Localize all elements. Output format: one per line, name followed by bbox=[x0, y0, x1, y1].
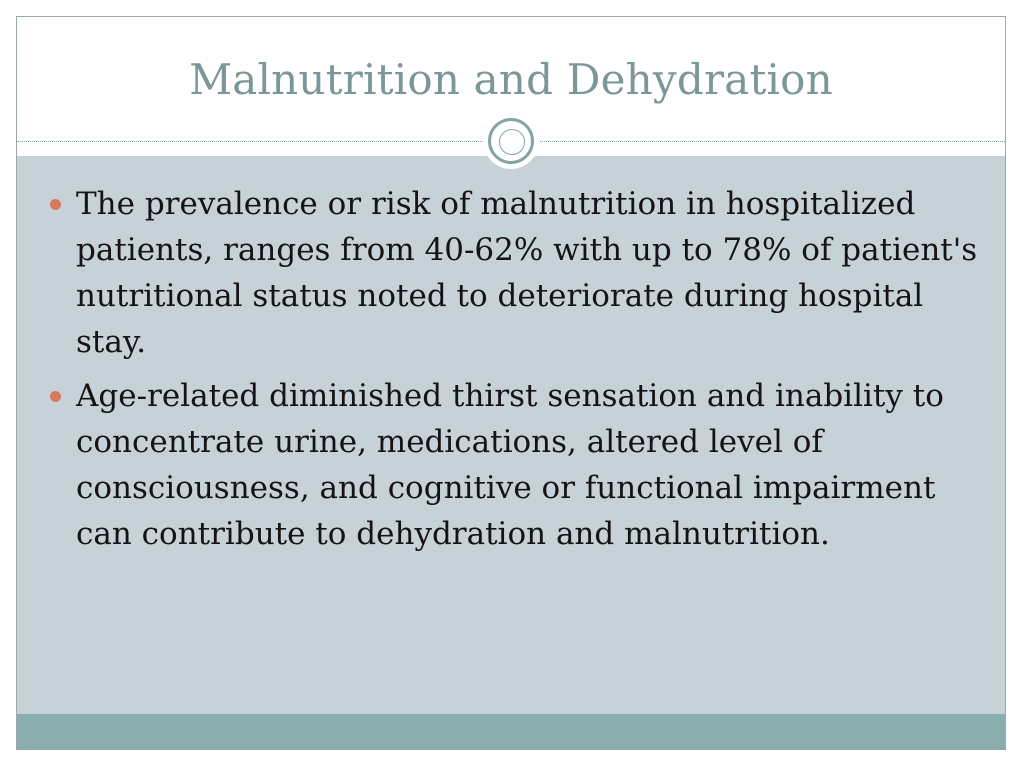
circle-inner-ring bbox=[499, 129, 525, 155]
bullet-text: The prevalence or risk of malnutrition in hospitalized patients, ranges from 40-62% with up to 78% of patient's nutritional status noted to deteriorate during hospital stay. bbox=[76, 186, 978, 360]
bullet-item bbox=[47, 373, 987, 557]
slide bbox=[16, 16, 1006, 750]
bullet-dot-icon bbox=[50, 391, 61, 402]
footer-bar bbox=[17, 714, 1005, 749]
bullet-item bbox=[47, 181, 987, 365]
bullet-text: Age-related diminished thirst sensation and inability to concentrate urine, medications, altered level of consciousness, and cognitive or functional impairment can contribute to dehydration and malnutrition. bbox=[76, 378, 944, 552]
bullet-list bbox=[47, 181, 987, 565]
bullet-dot-icon bbox=[50, 199, 61, 210]
slide-title: Malnutrition and Dehydration bbox=[189, 55, 833, 104]
circle-ring bbox=[488, 118, 534, 164]
circle-ornament-icon bbox=[483, 113, 539, 169]
